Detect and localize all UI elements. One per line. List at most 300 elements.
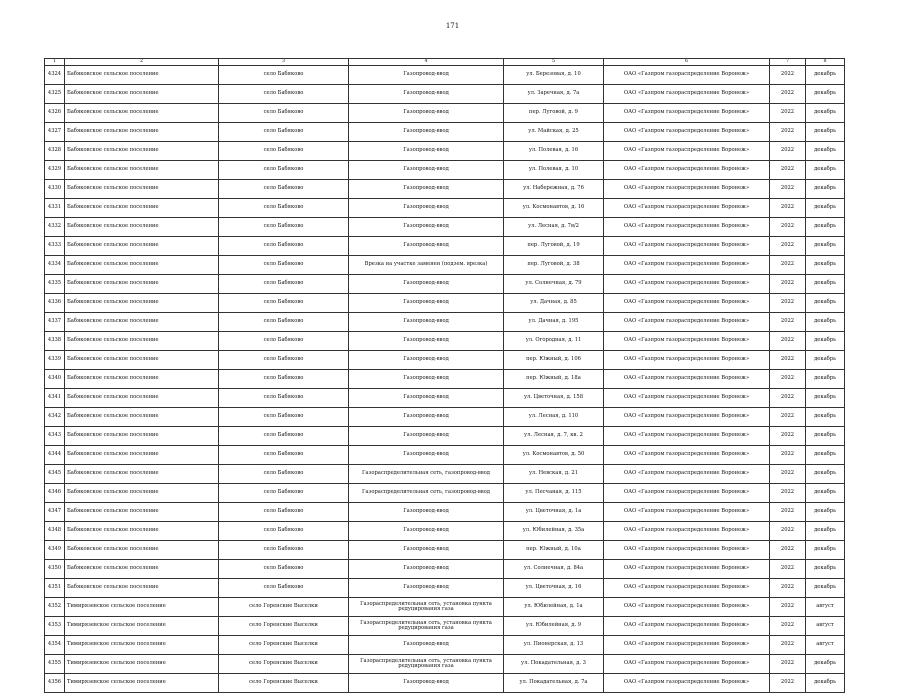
address-cell: ул. Огородная, д. 11 — [504, 332, 604, 351]
settlement-name-cell: Бабяковское сельское поселение — [65, 199, 219, 218]
month-cell: август — [806, 598, 845, 617]
organization-cell: ОАО «Газпром газораспределение Воронеж» — [604, 199, 770, 218]
table-row — [45, 655, 845, 674]
table-row — [45, 522, 845, 541]
table-row — [45, 389, 845, 408]
year-cell: 2022 — [770, 123, 806, 142]
settlement-name-cell: Тимирязевское сельское поселение — [65, 674, 219, 693]
settlement-name-cell: Бабяковское сельское поселение — [65, 465, 219, 484]
year-cell: 2022 — [770, 598, 806, 617]
village-name-cell: село Бабяково — [219, 313, 349, 332]
address-cell: ул. Юбилейная, д. 9 — [504, 617, 604, 636]
month-cell: август — [806, 636, 845, 655]
settlement-name-cell: Бабяковское сельское поселение — [65, 256, 219, 275]
month-cell: декабрь — [806, 370, 845, 389]
organization-cell: ОАО «Газпром газораспределение Воронеж» — [604, 256, 770, 275]
year-cell: 2022 — [770, 541, 806, 560]
organization-cell: ОАО «Газпром газораспределение Воронеж» — [604, 560, 770, 579]
object-type-cell: Газопровод-ввод — [349, 294, 504, 313]
settlement-name-cell: Бабяковское сельское поселение — [65, 123, 219, 142]
col-header: 3 — [219, 59, 349, 66]
table-row — [45, 560, 845, 579]
month-cell: декабрь — [806, 541, 845, 560]
table-row — [45, 85, 845, 104]
address-cell: ул. Юбилейная, д. 35а — [504, 522, 604, 541]
table-row — [45, 180, 845, 199]
year-cell: 2022 — [770, 104, 806, 123]
address-cell: ул. Цветочная, д. 1а — [504, 503, 604, 522]
settlement-name-cell: Тимирязевское сельское поселение — [65, 655, 219, 674]
settlement-name-cell: Бабяковское сельское поселение — [65, 370, 219, 389]
year-cell: 2022 — [770, 655, 806, 674]
row-number-cell: 4346 — [45, 484, 65, 503]
table-row — [45, 332, 845, 351]
year-cell: 2022 — [770, 522, 806, 541]
organization-cell: ОАО «Газпром газораспределение Воронеж» — [604, 161, 770, 180]
village-name-cell: село Бабяково — [219, 142, 349, 161]
address-cell: пер. Луговой, д. 38 — [504, 256, 604, 275]
month-cell: декабрь — [806, 275, 845, 294]
organization-cell: ОАО «Газпром газораспределение Воронеж» — [604, 541, 770, 560]
village-name-cell: село Бабяково — [219, 408, 349, 427]
row-number-cell: 4350 — [45, 560, 65, 579]
table-row — [45, 636, 845, 655]
year-cell: 2022 — [770, 161, 806, 180]
address-cell: ул. Солнечная, д. 84а — [504, 560, 604, 579]
row-number-cell: 4329 — [45, 161, 65, 180]
row-number-cell: 4337 — [45, 313, 65, 332]
year-cell: 2022 — [770, 351, 806, 370]
address-cell: ул. Солнечная, д. 79 — [504, 275, 604, 294]
settlement-name-cell: Бабяковское сельское поселение — [65, 275, 219, 294]
year-cell: 2022 — [770, 142, 806, 161]
address-cell: ул. Дачная, д. 85 — [504, 294, 604, 313]
object-type-cell: Газопровод-ввод — [349, 351, 504, 370]
table-row — [45, 541, 845, 560]
object-type-cell: Газопровод-ввод — [349, 275, 504, 294]
organization-cell: ОАО «Газпром газораспределение Воронеж» — [604, 123, 770, 142]
village-name-cell: село Бабяково — [219, 465, 349, 484]
col-header: 5 — [504, 59, 604, 66]
row-number-cell: 4342 — [45, 408, 65, 427]
year-cell: 2022 — [770, 617, 806, 636]
organization-cell: ОАО «Газпром газораспределение Воронеж» — [604, 674, 770, 693]
village-name-cell: село Бабяково — [219, 180, 349, 199]
month-cell: декабрь — [806, 256, 845, 275]
year-cell: 2022 — [770, 275, 806, 294]
year-cell: 2022 — [770, 313, 806, 332]
address-cell: ул. Юбилейная, д. 1а — [504, 598, 604, 617]
object-type-cell: Газораспределительная сеть, установка пункта редуцирования газа — [349, 598, 504, 617]
organization-cell: ОАО «Газпром газораспределение Воронеж» — [604, 655, 770, 674]
row-number-cell: 4343 — [45, 427, 65, 446]
table-row — [45, 123, 845, 142]
organization-cell: ОАО «Газпром газораспределение Воронеж» — [604, 66, 770, 85]
year-cell: 2022 — [770, 465, 806, 484]
settlement-name-cell: Бабяковское сельское поселение — [65, 161, 219, 180]
address-cell: ул. Невская, д. 21 — [504, 465, 604, 484]
year-cell: 2022 — [770, 446, 806, 465]
month-cell: декабрь — [806, 389, 845, 408]
organization-cell: ОАО «Газпром газораспределение Воронеж» — [604, 636, 770, 655]
month-cell: декабрь — [806, 313, 845, 332]
month-cell: декабрь — [806, 237, 845, 256]
table-row — [45, 218, 845, 237]
month-cell: декабрь — [806, 503, 845, 522]
organization-cell: ОАО «Газпром газораспределение Воронеж» — [604, 218, 770, 237]
object-type-cell: Газопровод-ввод — [349, 674, 504, 693]
month-cell: декабрь — [806, 294, 845, 313]
row-number-cell: 4324 — [45, 66, 65, 85]
village-name-cell: село Бабяково — [219, 332, 349, 351]
table-row — [45, 465, 845, 484]
village-name-cell: село Бабяково — [219, 370, 349, 389]
row-number-cell: 4334 — [45, 256, 65, 275]
month-cell: декабрь — [806, 484, 845, 503]
village-name-cell: село Бабяково — [219, 66, 349, 85]
table-row — [45, 579, 845, 598]
year-cell: 2022 — [770, 674, 806, 693]
month-cell: декабрь — [806, 560, 845, 579]
address-cell: ул. Космонавтов, д. 50 — [504, 446, 604, 465]
organization-cell: ОАО «Газпром газораспределение Воронеж» — [604, 104, 770, 123]
row-number-cell: 4336 — [45, 294, 65, 313]
address-cell: пер. Южный, д. 18а — [504, 370, 604, 389]
village-name-cell: село Бабяково — [219, 256, 349, 275]
table-row — [45, 294, 845, 313]
object-type-cell: Врезка на участке заменен (подзем. врезка) — [349, 256, 504, 275]
settlement-name-cell: Бабяковское сельское поселение — [65, 560, 219, 579]
month-cell: декабрь — [806, 446, 845, 465]
table-row — [45, 104, 845, 123]
village-name-cell: село Бабяково — [219, 237, 349, 256]
object-type-cell: Газопровод-ввод — [349, 123, 504, 142]
settlement-name-cell: Бабяковское сельское поселение — [65, 579, 219, 598]
row-number-cell: 4355 — [45, 655, 65, 674]
village-name-cell: село Бабяково — [219, 85, 349, 104]
organization-cell: ОАО «Газпром газораспределение Воронеж» — [604, 351, 770, 370]
year-cell: 2022 — [770, 237, 806, 256]
year-cell: 2022 — [770, 256, 806, 275]
row-number-cell: 4347 — [45, 503, 65, 522]
village-name-cell: село Бабяково — [219, 503, 349, 522]
col-header: 6 — [604, 59, 770, 66]
organization-cell: ОАО «Газпром газораспределение Воронеж» — [604, 85, 770, 104]
village-name-cell: село Горенские Выселки — [219, 674, 349, 693]
row-number-cell: 4345 — [45, 465, 65, 484]
row-number-cell: 4332 — [45, 218, 65, 237]
village-name-cell: село Бабяково — [219, 218, 349, 237]
object-type-cell: Газопровод-ввод — [349, 636, 504, 655]
row-number-cell: 4354 — [45, 636, 65, 655]
settlement-name-cell: Бабяковское сельское поселение — [65, 237, 219, 256]
year-cell: 2022 — [770, 636, 806, 655]
settlement-name-cell: Тимирязевское сельское поселение — [65, 636, 219, 655]
month-cell: декабрь — [806, 332, 845, 351]
object-type-cell: Газопровод-ввод — [349, 180, 504, 199]
year-cell: 2022 — [770, 408, 806, 427]
address-cell: ул. Покадательная, д. 3 — [504, 655, 604, 674]
organization-cell: ОАО «Газпром газораспределение Воронеж» — [604, 484, 770, 503]
settlement-name-cell: Бабяковское сельское поселение — [65, 218, 219, 237]
row-number-cell: 4325 — [45, 85, 65, 104]
table-row — [45, 446, 845, 465]
settlement-name-cell: Бабяковское сельское поселение — [65, 522, 219, 541]
address-cell: пер. Луговой, д. 19 — [504, 237, 604, 256]
object-type-cell: Газораспределительная сеть, установка пункта редуцирования газа — [349, 655, 504, 674]
table-row — [45, 674, 845, 693]
village-name-cell: село Горенские Выселки — [219, 655, 349, 674]
settlement-name-cell: Бабяковское сельское поселение — [65, 294, 219, 313]
address-cell: ул. Покадательная, д. 7а — [504, 674, 604, 693]
organization-cell: ОАО «Газпром газораспределение Воронеж» — [604, 389, 770, 408]
table-body — [45, 59, 845, 693]
settlement-name-cell: Бабяковское сельское поселение — [65, 446, 219, 465]
object-type-cell: Газораспределительная сеть, газопровод-ввод — [349, 484, 504, 503]
table-row — [45, 237, 845, 256]
object-type-cell: Газопровод-ввод — [349, 541, 504, 560]
object-type-cell: Газопровод-ввод — [349, 370, 504, 389]
month-cell: декабрь — [806, 104, 845, 123]
month-cell: август — [806, 617, 845, 636]
table-row — [45, 275, 845, 294]
col-header: 2 — [65, 59, 219, 66]
settlement-name-cell: Бабяковское сельское поселение — [65, 142, 219, 161]
settlement-name-cell: Бабяковское сельское поселение — [65, 541, 219, 560]
row-number-cell: 4327 — [45, 123, 65, 142]
month-cell: декабрь — [806, 674, 845, 693]
address-cell: ул. Космонавтов, д. 16 — [504, 199, 604, 218]
year-cell: 2022 — [770, 332, 806, 351]
address-cell: ул. Набережная, д. 76 — [504, 180, 604, 199]
object-type-cell: Газопровод-ввод — [349, 427, 504, 446]
address-cell: ул. Полевая, д. 16 — [504, 142, 604, 161]
object-type-cell: Газораспределительная сеть, газопровод-ввод — [349, 465, 504, 484]
village-name-cell: село Бабяково — [219, 275, 349, 294]
table-row — [45, 142, 845, 161]
table-row — [45, 598, 845, 617]
col-header: 7 — [770, 59, 806, 66]
year-cell: 2022 — [770, 370, 806, 389]
organization-cell: ОАО «Газпром газораспределение Воронеж» — [604, 617, 770, 636]
table-row — [45, 427, 845, 446]
month-cell: декабрь — [806, 579, 845, 598]
organization-cell: ОАО «Газпром газораспределение Воронеж» — [604, 598, 770, 617]
organization-cell: ОАО «Газпром газораспределение Воронеж» — [604, 237, 770, 256]
page-number: 171 — [445, 22, 460, 30]
year-cell: 2022 — [770, 85, 806, 104]
row-number-cell: 4340 — [45, 370, 65, 389]
organization-cell: ОАО «Газпром газораспределение Воронеж» — [604, 180, 770, 199]
row-number-cell: 4338 — [45, 332, 65, 351]
table-row — [45, 199, 845, 218]
month-cell: декабрь — [806, 66, 845, 85]
table-row — [45, 351, 845, 370]
settlement-name-cell: Бабяковское сельское поселение — [65, 389, 219, 408]
organization-cell: ОАО «Газпром газораспределение Воронеж» — [604, 142, 770, 161]
year-cell: 2022 — [770, 294, 806, 313]
gasification-table — [44, 58, 845, 693]
row-number-cell: 4341 — [45, 389, 65, 408]
village-name-cell: село Бабяково — [219, 446, 349, 465]
object-type-cell: Газопровод-ввод — [349, 237, 504, 256]
object-type-cell: Газопровод-ввод — [349, 199, 504, 218]
address-cell: ул. Дачная, д. 195 — [504, 313, 604, 332]
object-type-cell: Газораспределительная сеть, установка пункта редуцирования газа — [349, 617, 504, 636]
row-number-cell: 4326 — [45, 104, 65, 123]
month-cell: декабрь — [806, 655, 845, 674]
month-cell: декабрь — [806, 199, 845, 218]
year-cell: 2022 — [770, 66, 806, 85]
address-cell: пер. Южный, д. 10а — [504, 541, 604, 560]
row-number-cell: 4349 — [45, 541, 65, 560]
month-cell: декабрь — [806, 161, 845, 180]
settlement-name-cell: Бабяковское сельское поселение — [65, 104, 219, 123]
table-row — [45, 370, 845, 389]
object-type-cell: Газопровод-ввод — [349, 579, 504, 598]
settlement-name-cell: Бабяковское сельское поселение — [65, 66, 219, 85]
year-cell: 2022 — [770, 389, 806, 408]
col-header: 8 — [806, 59, 845, 66]
month-cell: декабрь — [806, 351, 845, 370]
month-cell: декабрь — [806, 85, 845, 104]
village-name-cell: село Горенские Выселки — [219, 617, 349, 636]
settlement-name-cell: Бабяковское сельское поселение — [65, 313, 219, 332]
row-number-cell: 4335 — [45, 275, 65, 294]
village-name-cell: село Бабяково — [219, 541, 349, 560]
village-name-cell: село Бабяково — [219, 294, 349, 313]
organization-cell: ОАО «Газпром газораспределение Воронеж» — [604, 294, 770, 313]
village-name-cell: село Горенские Выселки — [219, 598, 349, 617]
row-number-cell: 4331 — [45, 199, 65, 218]
organization-cell: ОАО «Газпром газораспределение Воронеж» — [604, 313, 770, 332]
year-cell: 2022 — [770, 199, 806, 218]
village-name-cell: село Бабяково — [219, 351, 349, 370]
object-type-cell: Газопровод-ввод — [349, 446, 504, 465]
row-number-cell: 4352 — [45, 598, 65, 617]
table-row — [45, 256, 845, 275]
month-cell: декабрь — [806, 142, 845, 161]
village-name-cell: село Бабяково — [219, 427, 349, 446]
row-number-cell: 4333 — [45, 237, 65, 256]
month-cell: декабрь — [806, 123, 845, 142]
object-type-cell: Газопровод-ввод — [349, 142, 504, 161]
year-cell: 2022 — [770, 180, 806, 199]
settlement-name-cell: Бабяковское сельское поселение — [65, 484, 219, 503]
address-cell: ул. Цветочная, д. 16 — [504, 579, 604, 598]
row-number-cell: 4339 — [45, 351, 65, 370]
address-cell: ул. Лесная, д. 7, кв. 2 — [504, 427, 604, 446]
organization-cell: ОАО «Газпром газораспределение Воронеж» — [604, 503, 770, 522]
organization-cell: ОАО «Газпром газораспределение Воронеж» — [604, 579, 770, 598]
organization-cell: ОАО «Газпром газораспределение Воронеж» — [604, 465, 770, 484]
address-cell: ул. Пионерская, д. 13 — [504, 636, 604, 655]
address-cell: пер. Луговой, д. 9 — [504, 104, 604, 123]
table-row — [45, 313, 845, 332]
organization-cell: ОАО «Газпром газораспределение Воронеж» — [604, 370, 770, 389]
settlement-name-cell: Бабяковское сельское поселение — [65, 180, 219, 199]
village-name-cell: село Бабяково — [219, 123, 349, 142]
year-cell: 2022 — [770, 579, 806, 598]
village-name-cell: село Бабяково — [219, 579, 349, 598]
row-number-cell: 4330 — [45, 180, 65, 199]
object-type-cell: Газопровод-ввод — [349, 218, 504, 237]
object-type-cell: Газопровод-ввод — [349, 503, 504, 522]
table-row — [45, 617, 845, 636]
settlement-name-cell: Тимирязевское сельское поселение — [65, 617, 219, 636]
month-cell: декабрь — [806, 218, 845, 237]
settlement-name-cell: Бабяковское сельское поселение — [65, 427, 219, 446]
object-type-cell: Газопровод-ввод — [349, 66, 504, 85]
year-cell: 2022 — [770, 218, 806, 237]
village-name-cell: село Бабяково — [219, 484, 349, 503]
column-number-row — [45, 59, 845, 66]
object-type-cell: Газопровод-ввод — [349, 313, 504, 332]
month-cell: декабрь — [806, 522, 845, 541]
settlement-name-cell: Тимирязевское сельское поселение — [65, 598, 219, 617]
address-cell: ул. Полевая, д. 10 — [504, 161, 604, 180]
row-number-cell: 4351 — [45, 579, 65, 598]
object-type-cell: Газопровод-ввод — [349, 161, 504, 180]
address-cell: ул. Заречная, д. 7а — [504, 85, 604, 104]
col-header: 1 — [45, 59, 65, 66]
row-number-cell: 4356 — [45, 674, 65, 693]
year-cell: 2022 — [770, 427, 806, 446]
object-type-cell: Газопровод-ввод — [349, 85, 504, 104]
organization-cell: ОАО «Газпром газораспределение Воронеж» — [604, 446, 770, 465]
table-row — [45, 484, 845, 503]
settlement-name-cell: Бабяковское сельское поселение — [65, 85, 219, 104]
object-type-cell: Газопровод-ввод — [349, 560, 504, 579]
object-type-cell: Газопровод-ввод — [349, 408, 504, 427]
address-cell: ул. Майская, д. 25 — [504, 123, 604, 142]
organization-cell: ОАО «Газпром газораспределение Воронеж» — [604, 332, 770, 351]
organization-cell: ОАО «Газпром газораспределение Воронеж» — [604, 275, 770, 294]
settlement-name-cell: Бабяковское сельское поселение — [65, 332, 219, 351]
year-cell: 2022 — [770, 503, 806, 522]
year-cell: 2022 — [770, 560, 806, 579]
village-name-cell: село Бабяково — [219, 104, 349, 123]
village-name-cell: село Бабяково — [219, 560, 349, 579]
col-header: 4 — [349, 59, 504, 66]
object-type-cell: Газопровод-ввод — [349, 332, 504, 351]
village-name-cell: село Бабяково — [219, 199, 349, 218]
settlement-name-cell: Бабяковское сельское поселение — [65, 503, 219, 522]
object-type-cell: Газопровод-ввод — [349, 104, 504, 123]
address-cell: ул. Лесная, д. 110 — [504, 408, 604, 427]
month-cell: декабрь — [806, 180, 845, 199]
address-cell: ул. Лесная, д. 7в/2 — [504, 218, 604, 237]
table-row — [45, 161, 845, 180]
table-row — [45, 503, 845, 522]
address-cell: пер. Южный, д. 106 — [504, 351, 604, 370]
village-name-cell: село Бабяково — [219, 161, 349, 180]
row-number-cell: 4328 — [45, 142, 65, 161]
organization-cell: ОАО «Газпром газораспределение Воронеж» — [604, 427, 770, 446]
row-number-cell: 4353 — [45, 617, 65, 636]
object-type-cell: Газопровод-ввод — [349, 522, 504, 541]
village-name-cell: село Горенские Выселки — [219, 636, 349, 655]
organization-cell: ОАО «Газпром газораспределение Воронеж» — [604, 522, 770, 541]
settlement-name-cell: Бабяковское сельское поселение — [65, 351, 219, 370]
village-name-cell: село Бабяково — [219, 522, 349, 541]
object-type-cell: Газопровод-ввод — [349, 389, 504, 408]
month-cell: декабрь — [806, 427, 845, 446]
organization-cell: ОАО «Газпром газораспределение Воронеж» — [604, 408, 770, 427]
year-cell: 2022 — [770, 484, 806, 503]
month-cell: декабрь — [806, 465, 845, 484]
row-number-cell: 4348 — [45, 522, 65, 541]
